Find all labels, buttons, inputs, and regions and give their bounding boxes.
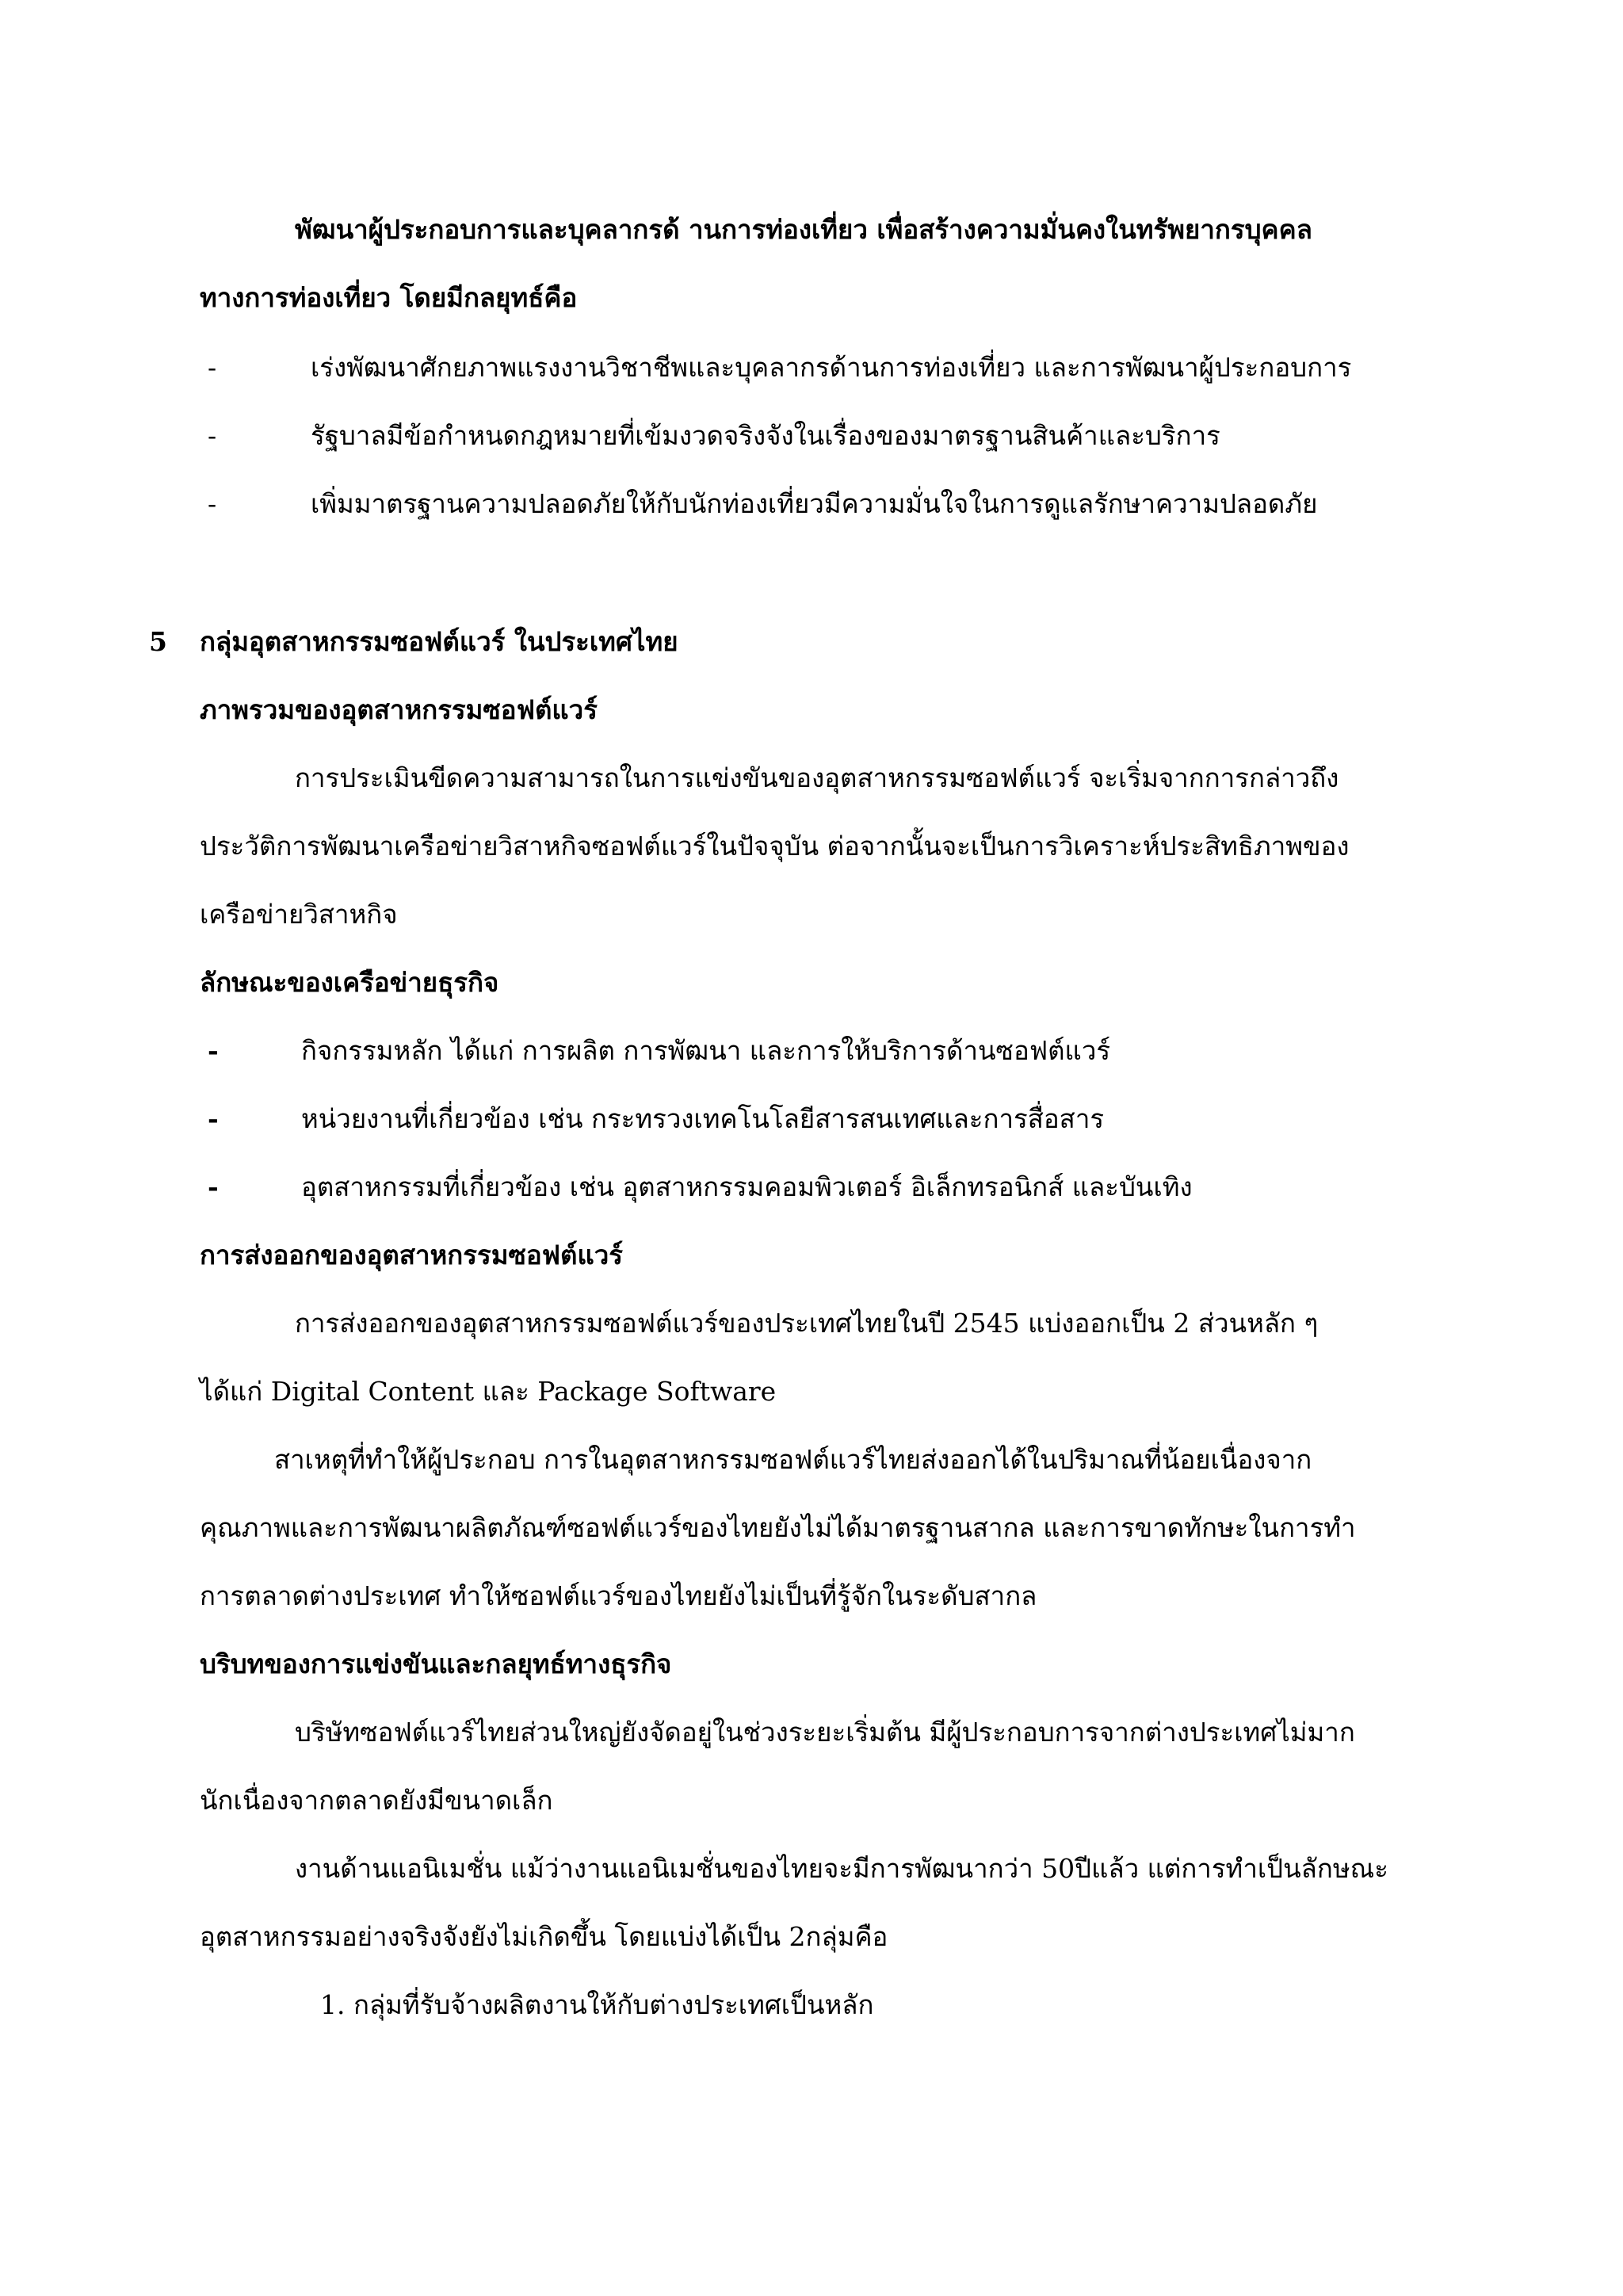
strategy-bullet-text-3: เพิ่มมาตรฐานความปลอดภัยให้กับนักท่องเที่ยวมีความมั่นใจในการดูแลรักษาความปลอดภัย (311, 488, 1318, 519)
overview-p1-line-2: ประวัติการพัฒนาเครือข่ายวิสาหกิจซอฟต์แวร์ในปัจจุบัน ต่อจากนั้นจะเป็นการวิเคราะห์ประสิทธิภาพของ (200, 831, 1350, 861)
network-bullet-text-2: หน่วยงานที่เกี่ยวข้อง เช่น กระทรวงเทคโนโลยีสารสนเทศและการสื่อสาร (301, 1103, 1105, 1134)
network-heading: ลักษณะของเครือข่ายธุรกิจ (200, 967, 499, 998)
export-p1-line-2: ได้แก่ Digital Content และ Package Software (200, 1376, 777, 1407)
network-bullet-text-1: กิจกรรมหลัก ได้แก่ การผลิต การพัฒนา และการให้บริการด้านซอฟต์แวร์ (301, 1035, 1111, 1066)
competition-heading: บริบทของการแข่งขันและกลยุทธ์ทางธุรกิจ (200, 1648, 672, 1679)
network-bullet-text-3: อุตสาหกรรมที่เกี่ยวข้อง เช่น อุตสาหกรรมคอมพิวเตอร์ อิเล็กทรอนิกส์ และบันเทิง (301, 1171, 1193, 1202)
strategy-bullet-dash-2: - (208, 420, 217, 451)
section-number: 5 (149, 626, 167, 657)
export-heading: การส่งออกของอุตสาหกรรมซอฟต์แวร์ (200, 1240, 623, 1270)
competition-p1-line-2: นักเนื่องจากตลาดยังมีขนาดเล็ก (200, 1785, 553, 1816)
export-p2-line-3: การตลาดต่างประเทศ ทำให้ซอฟต์แวร์ของไทยยังไม่เป็นที่รู้จักในระดับสากล (200, 1580, 1037, 1611)
strategy-bullet-text-2: รัฐบาลมีข้อกำหนดกฎหมายที่เข้มงวดจริงจังในเรื่องของมาตรฐานสินค้าและบริการ (311, 420, 1220, 451)
intro-line-2: ทางการท่องเที่ยว โดยมีกลยุทธ์คือ (200, 282, 578, 313)
overview-heading: ภาพรวมของอุตสาหกรรมซอฟต์แวร์ (200, 694, 598, 725)
competition-p2-line-1: งานด้านแอนิเมชั่น แม้ว่างานแอนิเมชั่นของไทยจะมีการพัฒนากว่า 50ปีแล้ว แต่การทำเป็นลักษณะ (295, 1853, 1388, 1884)
intro-line-1: พัฒนาผู้ประกอบการและบุคลากรด้ านการท่องเที่ยว เพื่อสร้างความมั่นคงในทรัพยากรบุคคล (295, 214, 1312, 245)
export-p1-line-1: การส่งออกของอุตสาหกรรมซอฟต์แวร์ของประเทศไทยในปี 2545 แบ่งออกเป็น 2 ส่วนหลัก ๆ (295, 1308, 1319, 1339)
network-bullet-dash-2: - (208, 1103, 219, 1134)
competition-list-item-1: 1. กลุ่มที่รับจ้างผลิตงานให้กับต่างประเทศเป็นหลัก (320, 1989, 874, 2020)
network-bullet-dash-1: - (208, 1035, 219, 1066)
competition-p1-line-1: บริษัทซอฟต์แวร์ไทยส่วนใหญ่ยังจัดอยู่ในช่วงระยะเริ่มต้น มีผู้ประกอบการจากต่างประเทศไม่มาก (295, 1717, 1355, 1748)
export-p2-line-2: คุณภาพและการพัฒนาผลิตภัณฑ์ซอฟต์แวร์ของไทยยังไม่ได้มาตรฐานสากล และการขาดทักษะในการทำ (200, 1512, 1356, 1543)
strategy-bullet-text-1: เร่งพัฒนาศักยภาพแรงงานวิชาชีพและบุคลากรด้านการท่องเที่ยว และการพัฒนาผู้ประกอบการ (311, 352, 1352, 383)
network-bullet-dash-3: - (208, 1171, 219, 1202)
strategy-bullet-dash-1: - (208, 352, 217, 383)
strategy-bullet-dash-3: - (208, 488, 217, 519)
overview-p1-line-3: เครือข่ายวิสาหกิจ (200, 899, 398, 930)
overview-p1-line-1: การประเมินขีดความสามารถในการแข่งขันของอุตสาหกรรมซอฟต์แวร์ จะเริ่มจากการกล่าวถึง (295, 762, 1339, 793)
competition-p2-line-2: อุตสาหกรรมอย่างจริงจังยังไม่เกิดขึ้น โดยแบ่งได้เป็น 2กลุ่มคือ (200, 1921, 888, 1952)
export-p2-line-1: สาเหตุที่ทำให้ผู้ประกอบ การในอุตสาหกรรมซอฟต์แวร์ไทยส่งออกได้ในปริมาณที่น้อยเนื่องจาก (274, 1444, 1312, 1475)
section-title: กลุ่มอุตสาหกรรมซอฟต์แวร์ ในประเทศไทย (200, 626, 678, 657)
